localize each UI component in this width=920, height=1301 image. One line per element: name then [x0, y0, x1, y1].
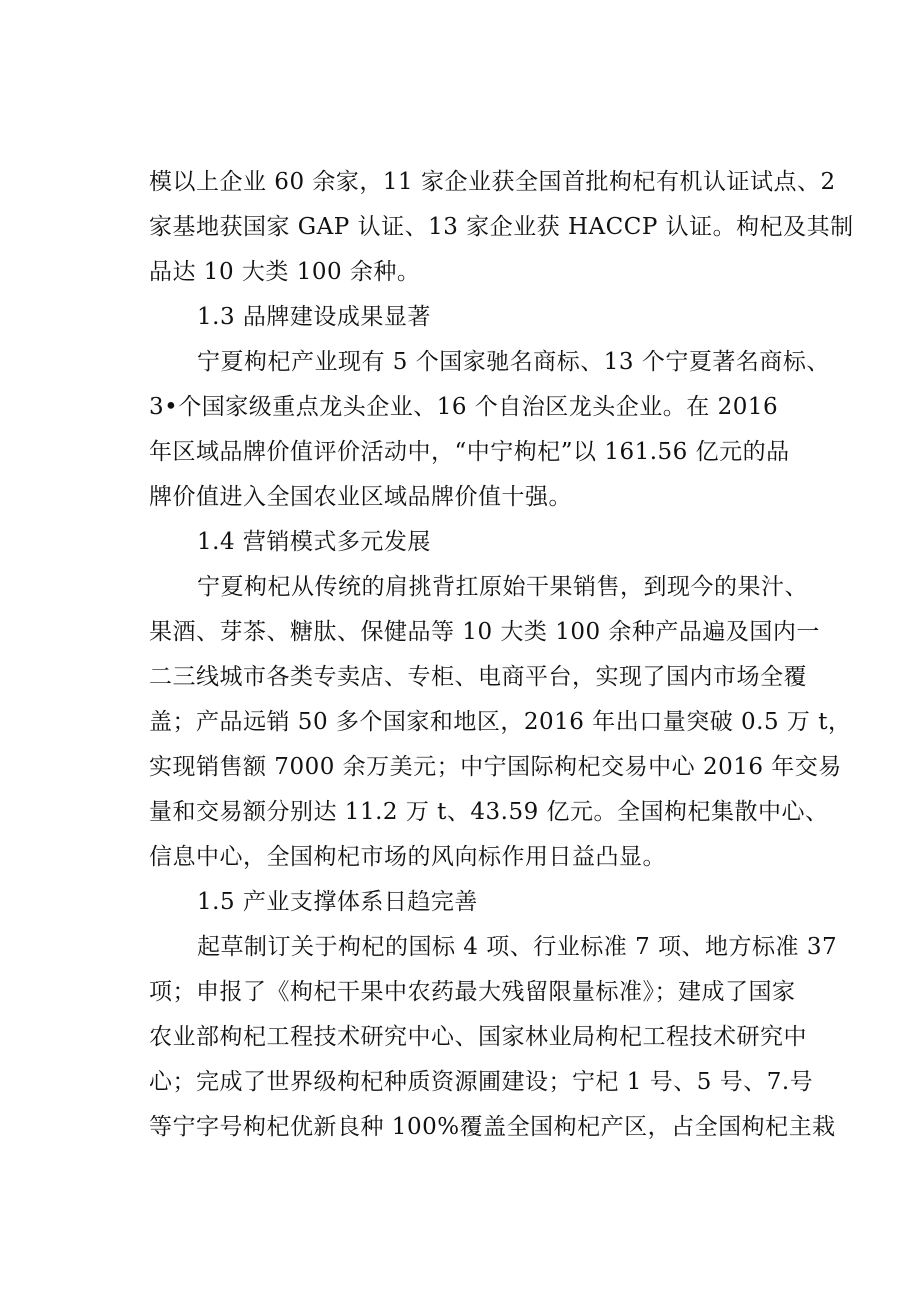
section-heading-1-4: 1.4 营销模式多元发展: [197, 529, 431, 555]
paragraph-line: 家基地获国家 GAP 认证、13 家企业获 HACCP 认证。枸杞及其制: [149, 214, 854, 240]
paragraph-line: 盖；产品远销 50 多个国家和地区，2016 年出口量突破 0.5 万 t，: [149, 709, 852, 735]
paragraph-line: 心；完成了世界级枸杞种质资源圃建设；宁杞 1 号、5 号、7.号: [149, 1069, 814, 1095]
paragraph-line: 量和交易额分别达 11.2 万 t、43.59 亿元。全国枸杞集散中心、: [149, 799, 829, 825]
paragraph-line: 实现销售额 7000 余万美元；中宁国际枸杞交易中心 2016 年交易: [149, 754, 842, 780]
document-body: [149, 160, 854, 1150]
paragraph-line: 农业部枸杞工程技术研究中心、国家林业局枸杞工程技术研究中: [149, 1024, 807, 1050]
paragraph-line: 宁夏枸杞产业现有 5 个国家驰名商标、13 个宁夏著名商标、: [197, 349, 830, 375]
section-heading-1-3: 1.3 品牌建设成果显著: [197, 304, 431, 330]
paragraph-line: 宁夏枸杞从传统的肩挑背扛原始干果销售，到现今的果汁、: [197, 574, 808, 600]
paragraph-line: 年区域品牌价值评价活动中，“中宁枸杞”以 161.56 亿元的品: [149, 439, 790, 465]
paragraph-line: 起草制订关于枸杞的国标 4 项、行业标准 7 项、地方标准 37: [197, 934, 838, 960]
paragraph-line: 等宁字号枸杞优新良种 100%覆盖全国枸杞产区，占全国枸杞主栽: [149, 1114, 836, 1140]
paragraph-line: 3•个国家级重点龙头企业、16 个自治区龙头企业。在 2016: [149, 394, 779, 420]
paragraph-line: 果酒、芽茶、糖肽、保健品等 10 大类 100 余种产品遍及国内一: [149, 619, 820, 645]
paragraph-line: 品达 10 大类 100 余种。: [149, 259, 421, 285]
paragraph-line: 模以上企业 60 余家，11 家企业获全国首批枸杞有机认证试点、2: [149, 169, 836, 195]
section-heading-1-5: 1.5 产业支撑体系日趋完善: [197, 889, 478, 915]
paragraph-line: 牌价值进入全国农业区域品牌价值十强。: [149, 484, 572, 510]
paragraph-line: 信息中心，全国枸杞市场的风向标作用日益凸显。: [149, 844, 666, 870]
paragraph-line: 项；申报了《枸杞干果中农药最大残留限量标准》；建成了国家: [149, 979, 796, 1005]
paragraph-line: 二三线城市各类专卖店、专柜、电商平台，实现了国内市场全覆: [149, 664, 807, 690]
